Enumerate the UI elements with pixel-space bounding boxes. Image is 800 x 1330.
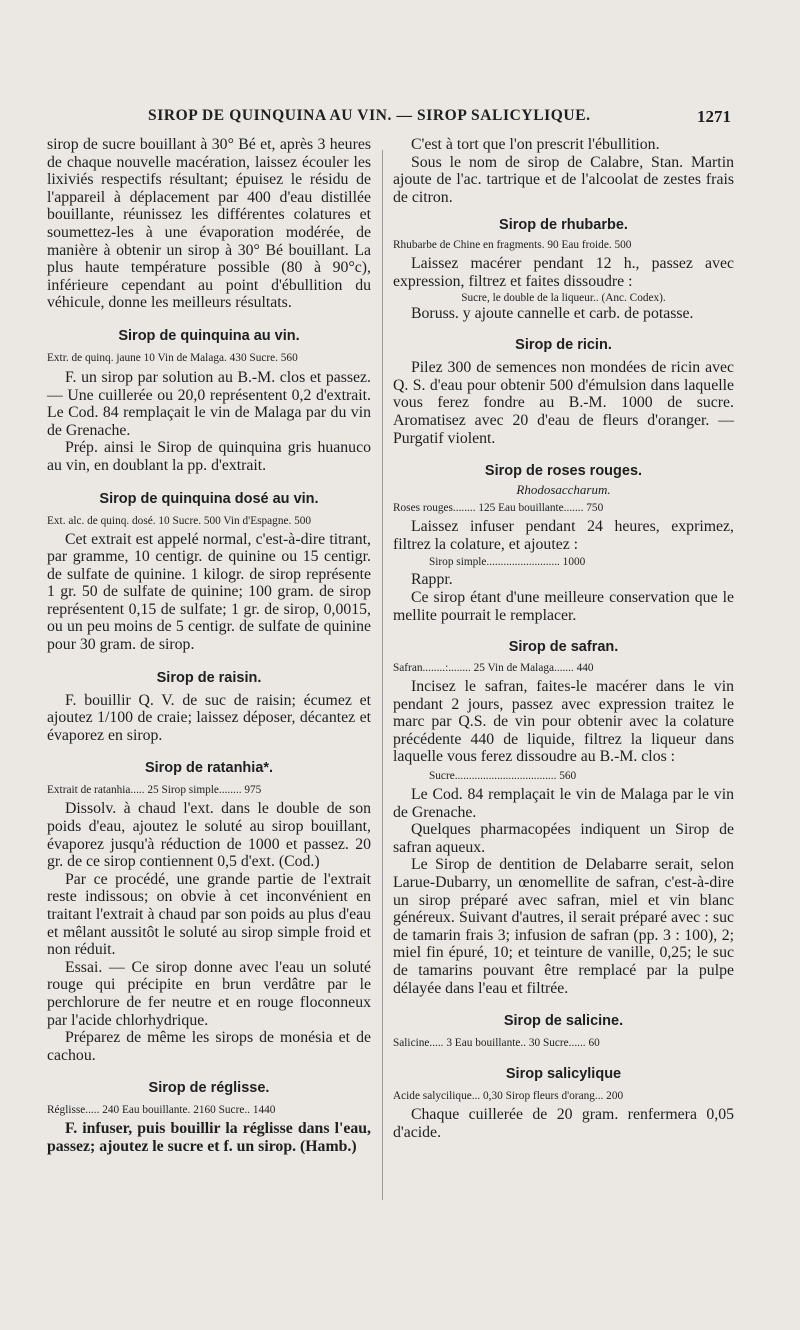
paragraph: F. un sirop par solution au B.-M. clos et passez. — Une cuillerée ou 20,0 représentent 0,2 d'extrait. Le Cod. 84 remplaçait le vin de Malaga par du vin de Grenache. [47,368,371,439]
paragraph: Laissez infuser pendant 24 heures, exprimez, filtrez la colature, et ajoutez : [393,518,734,553]
paragraph: Rappr. [411,571,453,589]
ingredient-line: Salicine..... 3 Eau bouillante.. 30 Sucre...... 60 [393,1037,600,1050]
paragraph: Préparez de même les sirops de monésia et de cachou. [47,1029,371,1064]
left-column [47,136,371,1156]
paragraph: Incisez le safran, faites-le macérer dans le vin pendant 2 jours, passez avec expression traitez le marc par Q.S. de vin pour obtenir avec la colature précédente 440 de liquide, filtrez la liqueur dans laquelle vous ferez dissoudre au B.-M. clos : [393,678,734,766]
paragraph: Boruss. y ajoute cannelle et carb. de potasse. [411,304,694,322]
section-heading: Sirop de ricin. [515,337,612,354]
paragraph: Chaque cuillerée de 20 gram. renfermera 0,05 d'acide. [393,1106,734,1141]
ingredient-line: Extr. de quinq. jaune 10 Vin de Malaga. 430 Sucre. 560 [47,351,298,364]
ingredient-line: Sucre.................................... 560 [429,770,577,783]
paragraph: Pilez 300 de semences non mondées de ricin avec Q. S. d'eau pour obtenir 500 d'émulsion dans laquelle vous ferez fondre au B.-M. 1000 de sucre. Aromatisez avec 20 d'eau de fleurs d'oranger. — Purgatif violent. [393,359,734,447]
ingredient-line: Extrait de ratanhia..... 25 Sirop simple........ 975 [47,784,262,797]
section-heading: Sirop de ratanhia*. [144,760,274,777]
right-column [393,136,734,1141]
section-heading: Sirop de raisin. [156,669,262,686]
column-divider [382,150,383,1200]
section-heading: Sirop salicylique [505,1066,622,1083]
ingredient-line: Réglisse..... 240 Eau bouillante. 2160 Sucre.. 1440 [47,1104,276,1117]
paragraph: Le Sirop de dentition de Delabarre serait, selon Larue-Dubarry, un œnomellite de safran, c'est-à-dire un sirop préparé avec safran, miel et vin blanc généreux. Suivant d'autres, il serait préparé avec : suc de tamarin frais 3; infusion de safran (pp. 3 : 100), 2; miel fin épuré, 10; et teinture de vanille, 0,25; le suc de tamarins pouvant être remplacé par la pulpe délayée dans l'eau et filtrée. [393,856,734,997]
ingredient-line: Sirop simple.......................... 1000 [429,556,586,569]
paragraph: Quelques pharmacopées indiquent un Sirop de safran aqueux. [393,821,734,856]
paragraph: Le Cod. 84 remplaçait le vin de Malaga par le vin de Grenache. [393,786,734,821]
paragraph: Sous le nom de sirop de Calabre, Stan. Martin ajoute de l'ac. tartrique et de l'alcoolat de zestes frais de citron. [393,153,734,206]
running-title: SIROP DE QUINQUINA AU VIN. — SIROP SALICYLIQUE. [148,107,591,124]
ingredient-line: Ext. alc. de quinq. dosé. 10 Sucre. 500 Vin d'Espagne. 500 [47,514,312,527]
section-heading: Sirop de salicine. [503,1013,624,1030]
paragraph: sirop de sucre bouillant à 30° Bé et, après 3 heures de chaque nouvelle macération, laissez écouler les lixiviés respectifs résultant; épuisez le résidu de l'appareil à déplacement par 400 d'eau distillée bouillante, réunissez les différentes colatures et soumettez-les à une évaporation modérée, de manière à obtenir un sirop à 30° Bé bouillant. La plus haute température possible (80 à 90°c), inférieure cependant au point d'ébullition du véhicule, donne les meilleurs résultats. [47,136,371,312]
section-heading: Sirop de safran. [508,639,619,656]
subtitle: Rhodosaccharum. [516,482,611,498]
paragraph: F. infuser, puis bouillir la réglisse dans l'eau, passez; ajoutez le sucre et f. un sirop. (Hamb.) [47,1120,371,1155]
section-heading: Sirop de roses rouges. [484,463,643,480]
section-heading: Sirop de quinquina dosé au vin. [99,490,319,507]
section-heading: Sirop de quinquina au vin. [118,327,300,344]
page-number: 1271 [697,107,731,126]
paragraph: Par ce procédé, une grande partie de l'extrait reste indissous; on obvie à cet inconvénient en traitant l'extrait à chaud par son poids au plus d'eau et mêlant aussitôt le soluté au sirop simple froid et non réduit. [47,870,371,959]
ingredient-line: Sucre, le double de la liqueur.. (Anc. Codex). [461,291,666,304]
page-header [0,107,800,129]
ingredient-line: Rhubarbe de Chine en fragments. 90 Eau froide. 500 [393,239,632,252]
paragraph: Ce sirop étant d'une meilleure conservation que le mellite pourrait le remplacer. [393,588,734,624]
ingredient-line: Safran........:........ 25 Vin de Malaga....... 440 [393,662,594,675]
paragraph: C'est à tort que l'on prescrit l'ébullition. [411,136,660,153]
paragraph: Prép. ainsi le Sirop de quinquina gris huanuco au vin, en doublant la pp. d'extrait. [47,439,371,474]
section-heading: Sirop de réglisse. [148,1080,270,1097]
paragraph: F. bouillir Q. V. de suc de raisin; écumez et ajoutez 1/100 de craie; laissez déposer, décantez et évaporez en sirop. [47,691,371,744]
paragraph: Essai. — Ce sirop donne avec l'eau un soluté rouge qui précipite en brun verdâtre par le perchlorure de fer neutre et en rouge floconneux par l'acide chlorhydrique. [47,958,371,1029]
paragraph: Cet extrait est appelé normal, c'est-à-dire titrant, par gramme, 10 centigr. de quinine ou 15 centigr. de sulfate de quinine. 1 kilogr. de sirop représente 1 gr. 50 de sulfate de quinine; 100 gram. de sirop représentent 0,15 de sulfate; 1 gr. de sirop, 0,0015, ou un peu moins de 5 centigr. de sulfate de quinine pour 30 gram. de sirop. [47,530,371,654]
paragraph: Dissolv. à chaud l'ext. dans le double de son poids d'eau, ajoutez le soluté au sirop bouillant, évaporez jusqu'à réduction de 1000 et passez. 20 gr. de ce sirop contiennent 0,5 d'ext. (Cod.) [47,800,371,871]
paragraph: Laissez macérer pendant 12 h., passez avec expression, filtrez et faites dissoudre : [393,255,734,290]
ingredient-line: Acide salycilique... 0,30 Sirop fleurs d'orang... 200 [393,1090,624,1103]
ingredient-line: Roses rouges........ 125 Eau bouillante....... 750 [393,502,604,515]
section-heading: Sirop de rhubarbe. [499,217,628,234]
